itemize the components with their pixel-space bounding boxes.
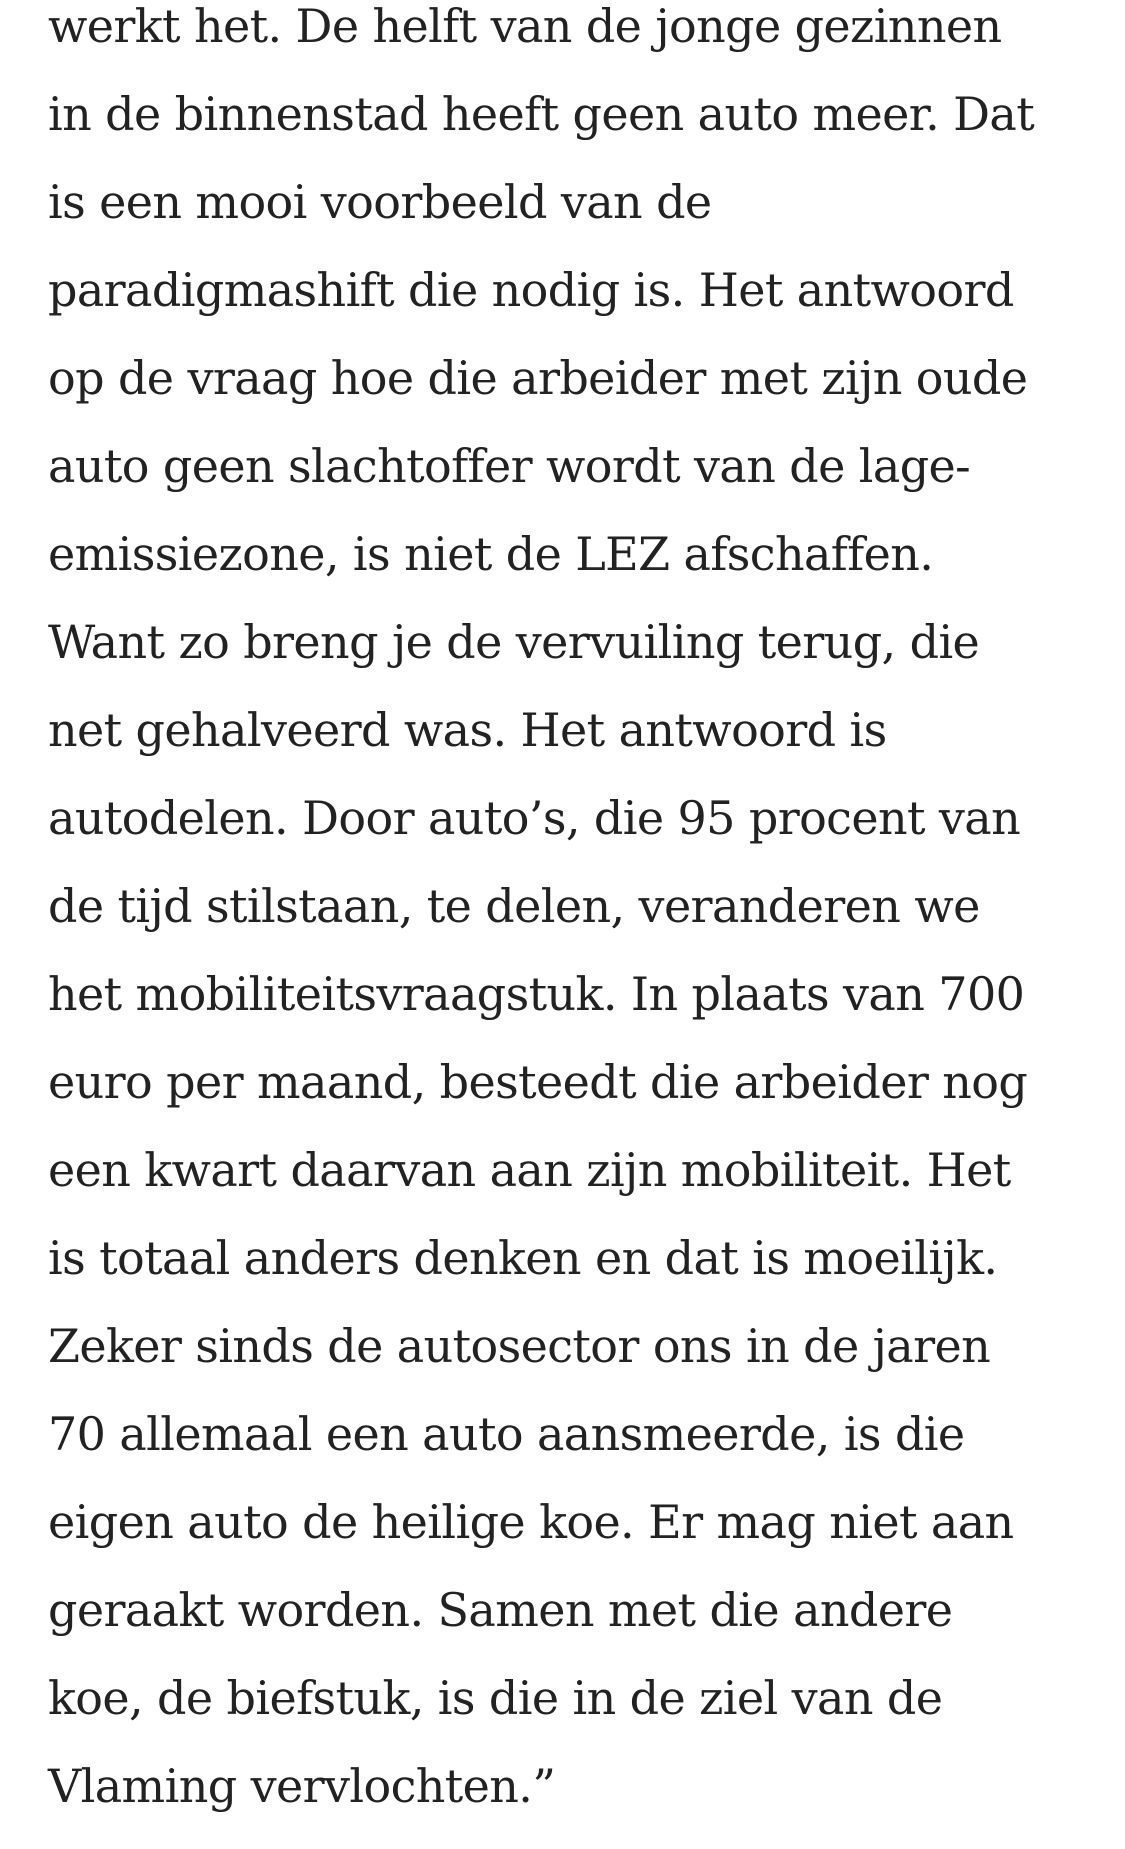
text-line: geraakt worden. Samen met die andere (48, 1583, 953, 1637)
text-line: in de binnenstad heeft geen auto meer. Dat (48, 87, 1035, 141)
text-line: net gehalveerd was. Het antwoord is (48, 703, 887, 757)
text-line: op de vraag hoe die arbeider met zijn oude (48, 351, 1028, 405)
text-line: eigen auto de heilige koe. Er mag niet aan (48, 1495, 1014, 1549)
text-line: euro per maand, besteedt die arbeider nog (48, 1055, 1028, 1109)
text-line: paradigmashift die nodig is. Het antwoord (48, 263, 1014, 317)
text-line: werkt het. De helft van de jonge gezinnen (48, 0, 1002, 53)
text-line: Vlaming vervlochten.” (48, 1759, 556, 1813)
text-line: de tijd stilstaan, te delen, veranderen we (48, 879, 980, 933)
text-line: het mobiliteitsvraagstuk. In plaats van 700 (48, 967, 1025, 1021)
text-line: autodelen. Door auto’s, die 95 procent van (48, 791, 1021, 845)
text-line: 70 allemaal een auto aansmeerde, is die (48, 1407, 965, 1461)
text-line: auto geen slachtoffer wordt van de lage- (48, 439, 971, 493)
text-line: is een mooi voorbeeld van de (48, 175, 712, 229)
text-line: een kwart daarvan aan zijn mobiliteit. Het (48, 1143, 1011, 1197)
text-line: koe, de biefstuk, is die in de ziel van de (48, 1671, 943, 1725)
text-line: emissiezone, is niet de LEZ afschaffen. (48, 527, 934, 581)
text-line: Zeker sinds de autosector ons in de jaren (48, 1319, 991, 1373)
text-line: is totaal anders denken en dat is moeilijk. (48, 1231, 998, 1285)
text-line: Want zo breng je de vervuiling terug, die (48, 615, 980, 669)
